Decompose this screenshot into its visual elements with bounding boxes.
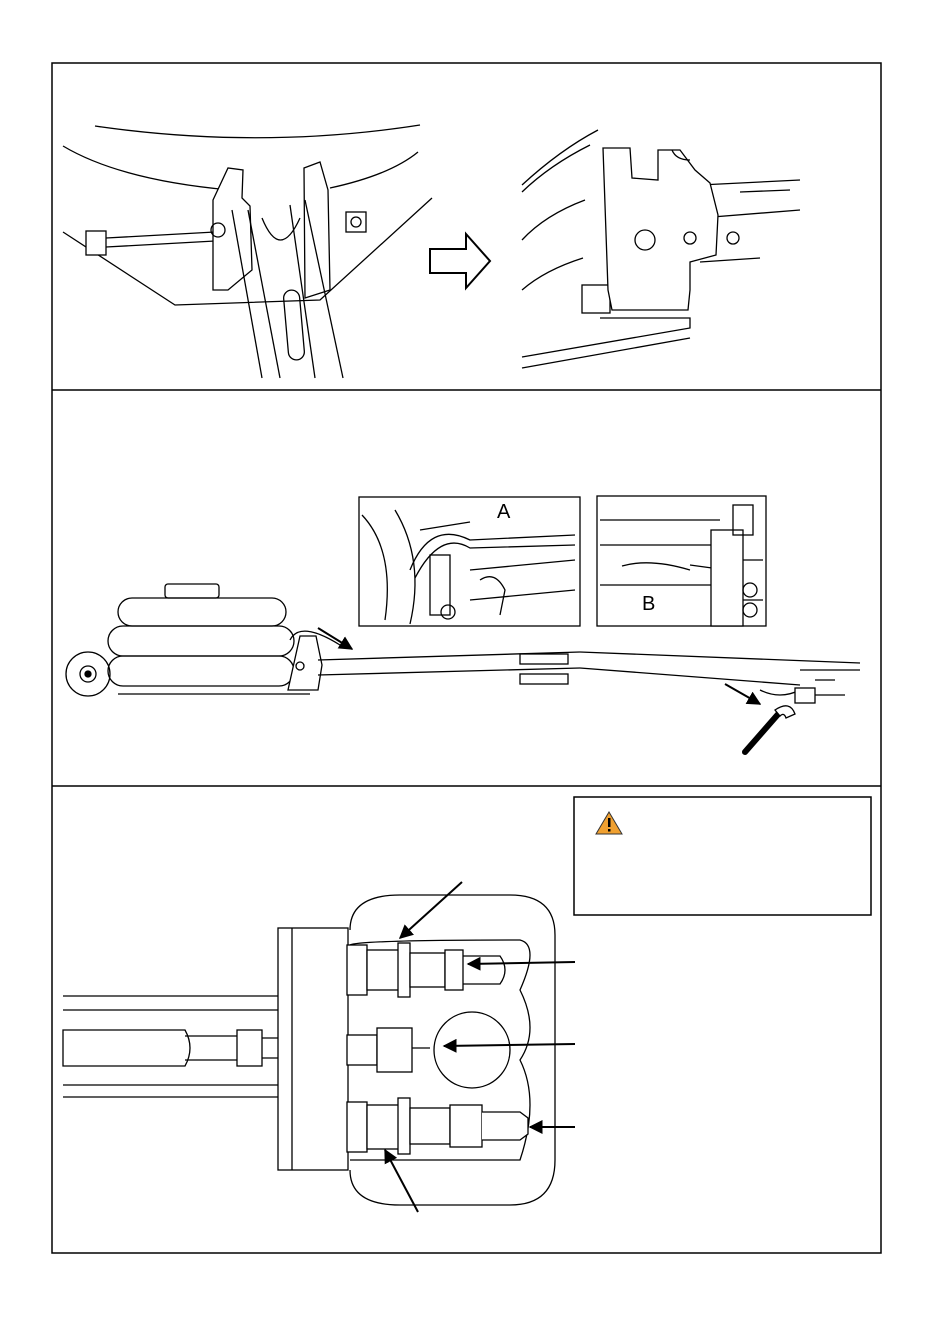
- assembled-bracket-view: [522, 130, 800, 368]
- panel-1-bracket-mounting: [63, 125, 800, 378]
- bolt: [86, 231, 215, 255]
- hose-fitting: [237, 1030, 262, 1066]
- arrow-bottom-fitting: [385, 1150, 418, 1212]
- inset-b: [597, 496, 766, 626]
- arrow-valve: [468, 962, 575, 964]
- arrow-hose-a: [318, 628, 352, 649]
- inset-a: [359, 497, 580, 626]
- inset-a-label: A: [497, 501, 511, 523]
- direction-arrow-icon: [430, 234, 490, 288]
- quick-coupler-fitting: [347, 1098, 528, 1154]
- mounting-block: [278, 928, 348, 1170]
- right-bracket-plate: [304, 162, 330, 298]
- panel-3-connection-block: [63, 882, 575, 1212]
- pressure-gauge: [347, 1012, 510, 1088]
- pressure-fitting: [347, 943, 505, 997]
- arrow-top-fitting: [400, 882, 462, 938]
- wrench-icon: [745, 712, 780, 752]
- inset-b-label: B: [642, 593, 656, 615]
- warning-box: [574, 797, 871, 915]
- rail-slot: [63, 1030, 190, 1066]
- nut: [346, 212, 366, 232]
- left-bracket-plate: [213, 168, 252, 290]
- panel-2-hose-routing: [66, 496, 860, 752]
- arrow-hose-b: [725, 684, 760, 704]
